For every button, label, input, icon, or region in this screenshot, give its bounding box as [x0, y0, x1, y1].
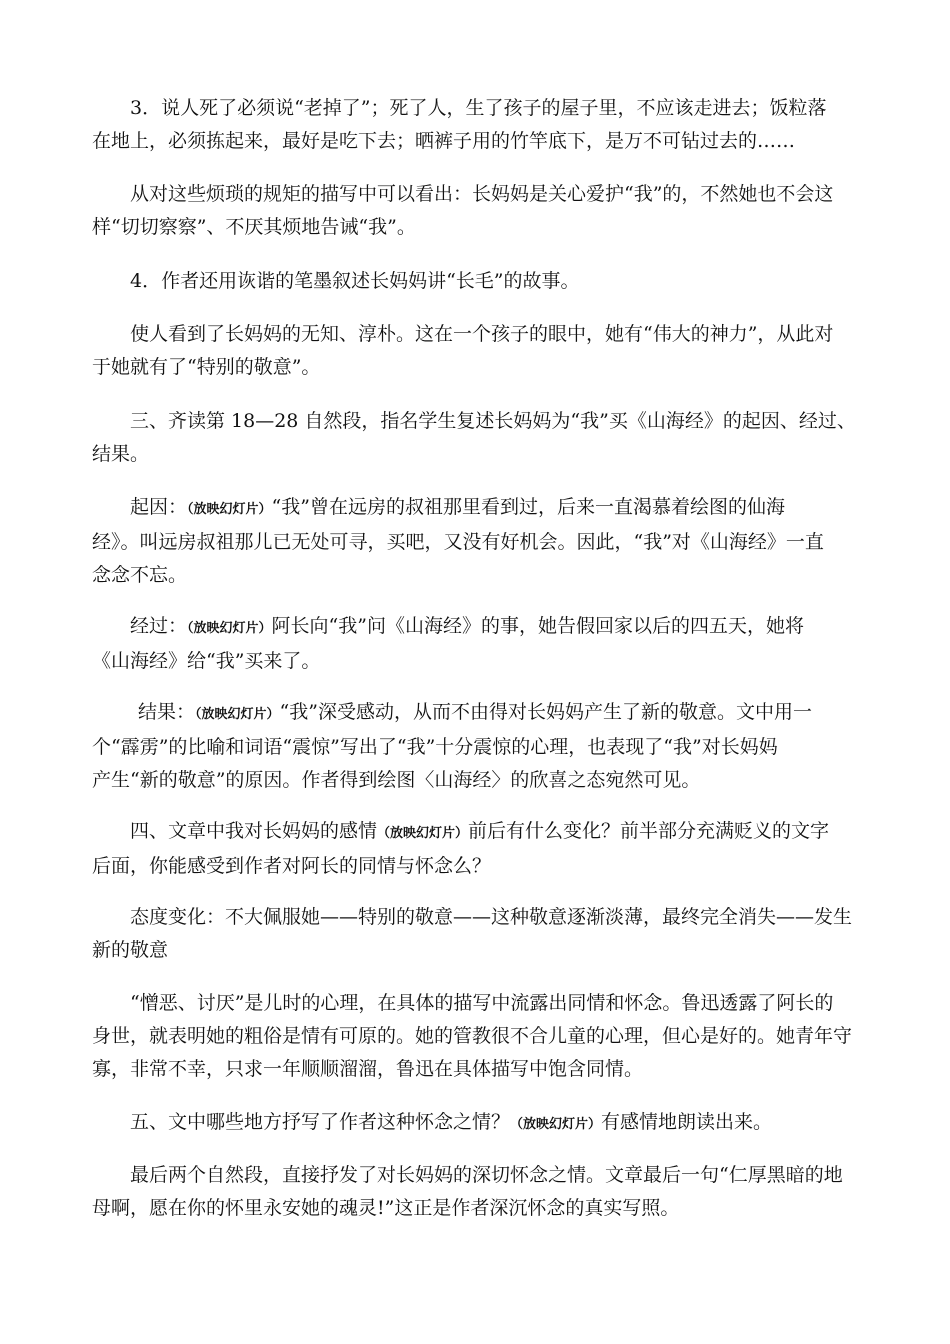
paragraph-1: [92, 92, 860, 158]
text-line: 念念不忘。: [92, 564, 188, 586]
paragraph-10: [92, 1159, 860, 1225]
paragraph-9: [92, 1106, 860, 1141]
text-line: 三、齐读第 18—28 自然段，指名学生复述长妈妈为“我”买《山海经》的起因、经过、: [130, 410, 856, 432]
paragraph-process: [92, 610, 860, 678]
text-line: “憎恶、讨厌”是儿时的心理，在具体的描写中流露出同情和怀念。鲁迅透露了阿长的: [130, 992, 834, 1014]
text-line: [92, 491, 860, 526]
slide-tag: （放映幻灯片）: [187, 502, 272, 517]
text-line: 母啊，愿在你的怀里永安她的魂灵!”这正是作者深沉怀念的真实写照。: [92, 1197, 680, 1219]
paragraph-6: [92, 815, 860, 883]
label-result: 结果：: [138, 701, 196, 723]
text-segment: 有感情地朗读出来。: [601, 1111, 773, 1133]
text-segment: 前后有什么变化？前半部分充满贬义的文字: [468, 820, 830, 842]
text-line: 新的敬意: [92, 939, 169, 961]
paragraph-3: [92, 265, 860, 298]
text-line: 寡，非常不幸，只求一年顺顺溜溜，鲁迅在具体描写中饱含同情。: [92, 1058, 644, 1080]
text-line: 样“切切察察”、不厌其烦地告诫“我”。: [92, 216, 416, 238]
text-line: 结果。: [92, 443, 150, 465]
text-line: 最后两个自然段，直接抒发了对长妈妈的深切怀念之情。文章最后一句“仁厚黑暗的地: [130, 1164, 843, 1186]
paragraph-5: [92, 405, 860, 471]
text-line: [92, 1106, 860, 1141]
text-segment: “我”曾在远房的叔祖那里看到过，后来一直渴慕着绘图的仙海: [271, 496, 785, 518]
text-line: 个“霹雳”的比喻和词语“震惊”写出了“我”十分震惊的心理，也表现了“我”对长妈妈: [92, 736, 778, 758]
text-line: 4．作者还用诙谐的笔墨叙述长妈妈讲“长毛”的故事。: [130, 270, 580, 292]
text-line: [92, 610, 860, 645]
text-line: 使人看到了长妈妈的无知、淳朴。这在一个孩子的眼中，她有“伟大的神力”，从此对: [130, 323, 834, 345]
slide-tag: （放映幻灯片）: [195, 707, 280, 722]
text-line: 经》。叫远房叔祖那儿已无处可寻，买吧，又没有好机会。因此，“我”对《山海经》一直: [92, 531, 824, 553]
paragraph-cause: [92, 491, 860, 592]
slide-tag: （放映幻灯片）: [187, 621, 272, 636]
text-segment: 四、文章中我对长妈妈的感情: [130, 820, 378, 842]
label-process: 经过：: [130, 615, 188, 637]
text-line: 于她就有了“特别的敬意”。: [92, 356, 321, 378]
text-line: 在地上，必须拣起来，最好是吃下去；晒裤子用的竹竿底下，是万不可钻过去的……: [92, 130, 796, 152]
paragraph-8: [92, 987, 860, 1086]
text-segment: 五、文中哪些地方抒写了作者这种怀念之情？: [130, 1111, 511, 1133]
text-line: [92, 815, 860, 850]
text-line: 态度变化：不大佩服她——特别的敬意——这种敬意逐渐淡薄，最终完全消失——发生: [130, 906, 853, 928]
text-segment: “我”深受感动，从而不由得对长妈妈产生了新的敬意。文中用一: [279, 701, 812, 723]
slide-tag: （放映幻灯片）: [377, 826, 469, 841]
paragraph-2: [92, 178, 860, 244]
paragraph-7: [92, 901, 860, 967]
label-cause: 起因：: [130, 496, 188, 518]
text-line: 身世，就表明她的粗俗是情有可原的。她的管教很不合儿童的心理，但心是好的。她青年守: [92, 1025, 853, 1047]
text-segment: 阿长向“我”问《山海经》的事，她告假回家以后的四五天，她将: [271, 615, 804, 637]
text-line: [92, 696, 860, 731]
text-line: 从对这些烦琐的规矩的描写中可以看出：长妈妈是关心爱护“我”的，不然她也不会这: [130, 183, 834, 205]
text-line: 后面，你能感受到作者对阿长的同情与怀念么？: [92, 855, 492, 877]
text-line: 3．说人死了必须说“老掉了”；死了人，生了孩子的屋子里，不应该走进去；饭粒落: [130, 97, 827, 119]
text-line: 产生“新的敬意”的原因。作者得到绘图〈山海经〉的欣喜之态宛然可见。: [92, 769, 701, 791]
paragraph-4: [92, 318, 860, 384]
slide-tag: （放映幻灯片）: [510, 1117, 602, 1132]
paragraph-result: [92, 696, 860, 797]
text-line: 《山海经》给“我”买来了。: [92, 650, 321, 672]
